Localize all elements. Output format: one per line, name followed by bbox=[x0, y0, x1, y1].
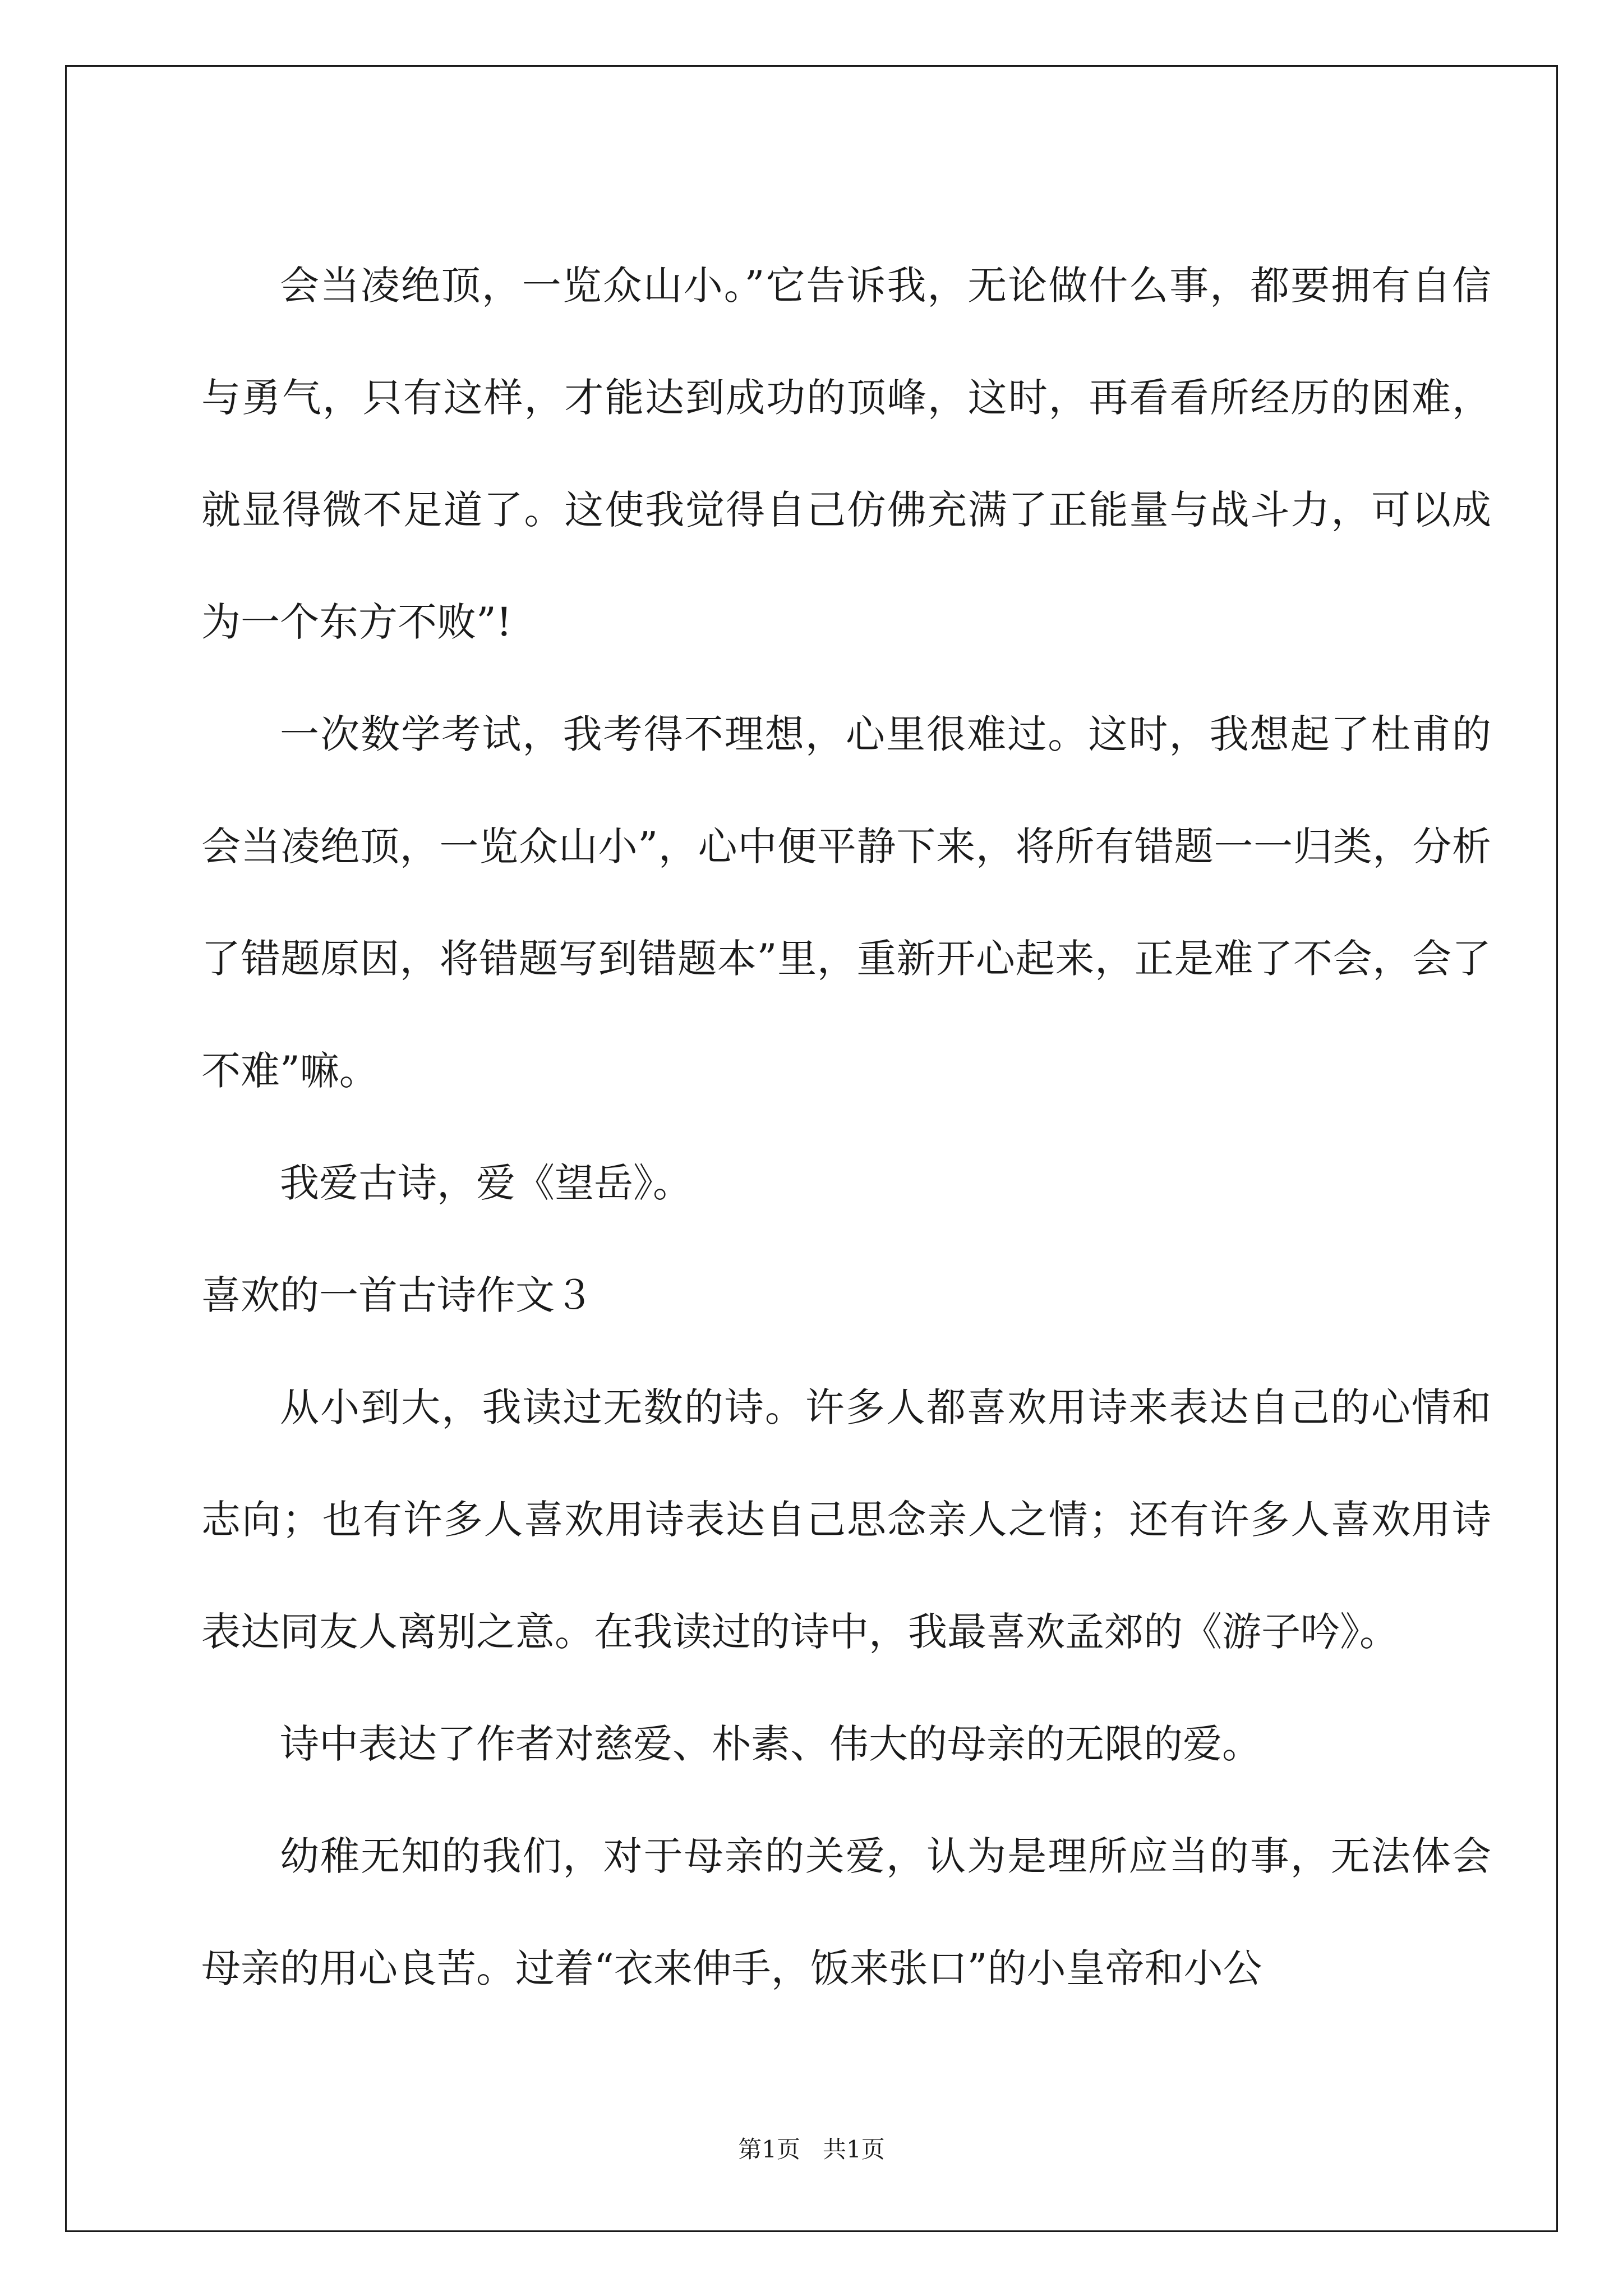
document-page bbox=[65, 65, 1558, 2232]
page-footer bbox=[67, 2131, 1556, 2165]
document-body bbox=[201, 229, 1491, 2024]
page-number: 第1页 bbox=[738, 2136, 800, 2163]
paragraph-1: 会当凌绝顶，一览众山小。”它告诉我，无论做什么事，都要拥有自信与勇气，只有这样，才能达到成功的顶峰，这时，再看看所经历的困难，就显得微不足道了。这使我觉得自己仿佛充满了正能量与战斗力，可以成为一个东方不败”! bbox=[201, 263, 1491, 645]
paragraph-5: 诗中表达了作者对慈爱、朴素、伟大的母亲的无限的爱。 bbox=[280, 1721, 1261, 1767]
paragraph-4: 从小到大，我读过无数的诗。许多人都喜欢用诗来表达自己的心情和志向；也有许多人喜欢用诗表达自己思念亲人之情；还有许多人喜欢用诗表达同友人离别之意。在我读过的诗中，我最喜欢孟郊的《游子吟》。 bbox=[201, 1384, 1491, 1655]
section-heading: 喜欢的一首古诗作文３ bbox=[201, 1272, 594, 1318]
paragraph-3: 我爱古诗，爱《望岳》。 bbox=[280, 1160, 692, 1206]
paragraph-2: 一次数学考试，我考得不理想，心里很难过。这时，我想起了杜甫的会当凌绝顶，一览众山小”，心中便平静下来，将所有错题一一归类，分析了错题原因，将错题写到错题本”里，重新开心起来，正是难了不会，会了不难”嘛。 bbox=[201, 711, 1491, 1094]
paragraph-6: 幼稚无知的我们，对于母亲的关爱，认为是理所应当的事，无法体会母亲的用心良苦。过着“衣来伸手，饭来张口”的小皇帝和小公 bbox=[201, 1833, 1491, 1991]
page-total: 共1页 bbox=[823, 2136, 885, 2163]
